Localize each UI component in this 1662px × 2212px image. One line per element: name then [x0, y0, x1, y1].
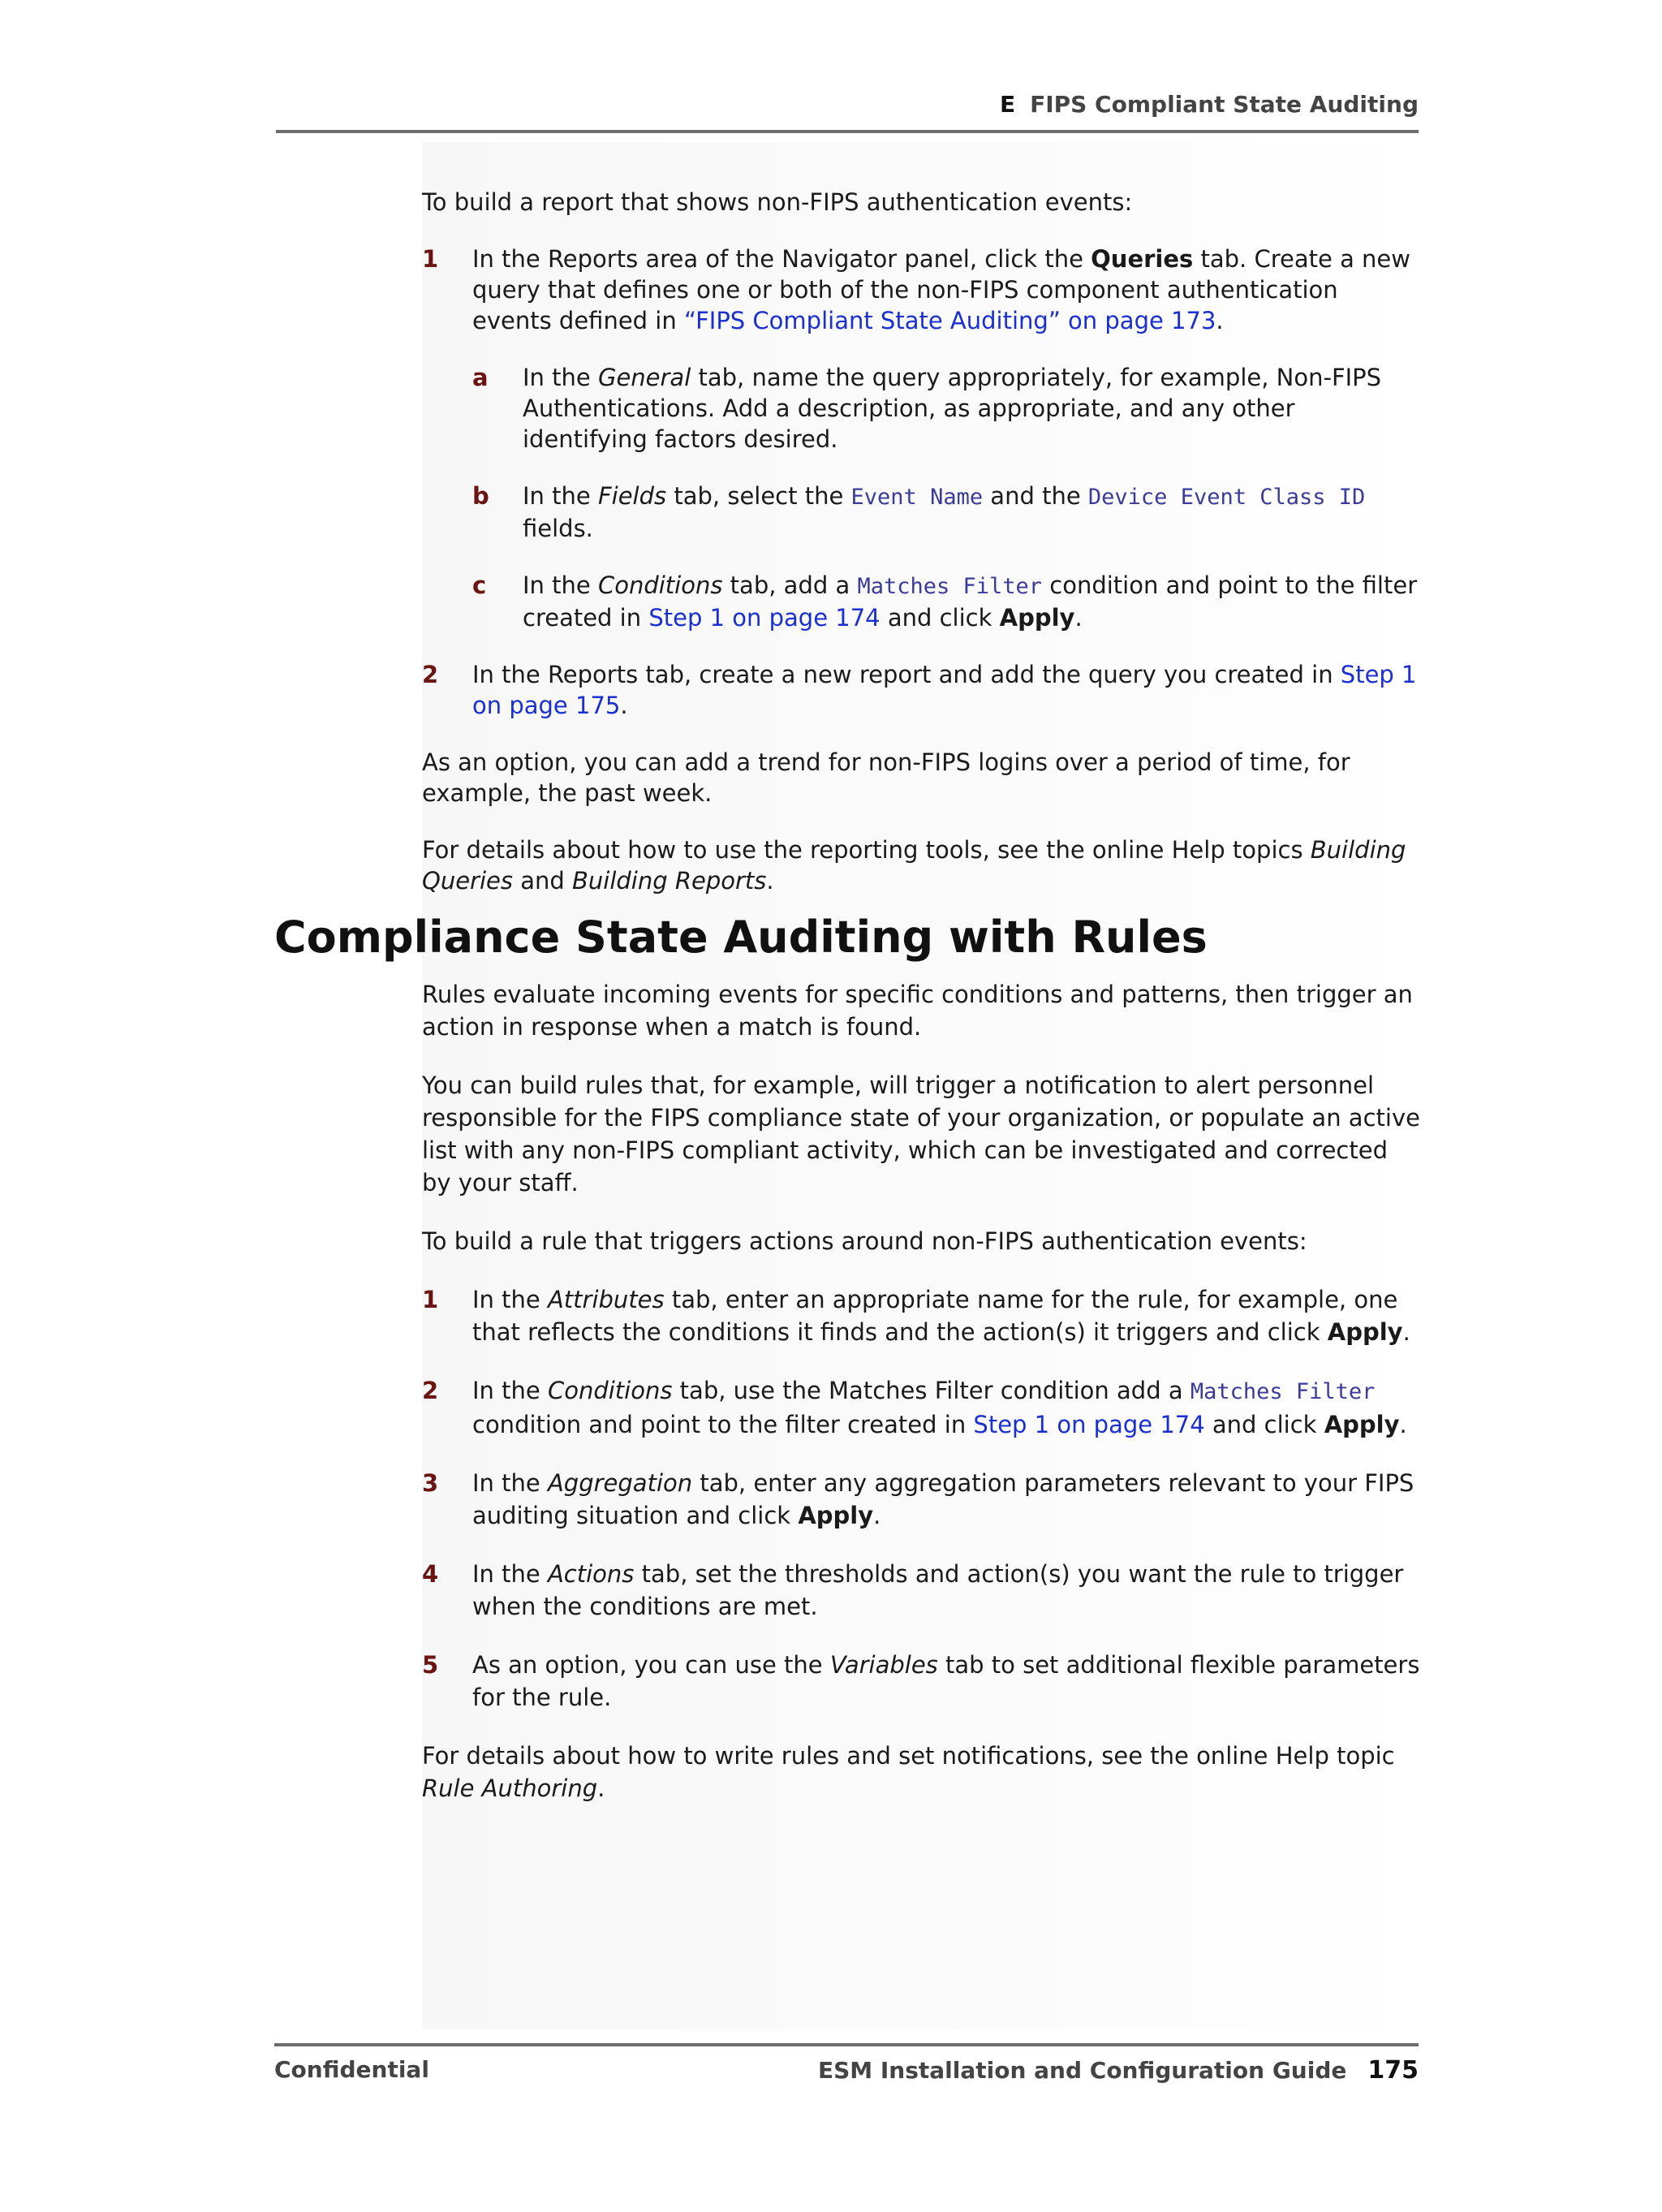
- footer-guide-title: ESM Installation and Configuration Guide: [817, 2057, 1347, 2084]
- step-text: and the: [983, 482, 1088, 510]
- apply-label: Apply: [1324, 1411, 1400, 1438]
- section-heading: Compliance State Auditing with Rules: [274, 912, 1208, 963]
- rule-step-5: [422, 1649, 1420, 1714]
- queries-tab-label: Queries: [1091, 245, 1194, 273]
- step-text: tab. Create a new query that defines one or both of the non-FIPS component authentication events defined in: [472, 245, 1410, 334]
- report-section: [422, 187, 1420, 922]
- step-number: 2: [422, 661, 439, 688]
- rule-step-2: [422, 1374, 1420, 1441]
- step-text: In the Reports tab, create a new report and add the query you created in: [472, 661, 1341, 688]
- apply-label: Apply: [1327, 1318, 1403, 1346]
- step-text: In the: [523, 571, 598, 599]
- tab-name: Fields: [597, 482, 667, 510]
- step-text: .: [620, 692, 628, 719]
- footer-confidential: Confidential: [274, 2056, 429, 2083]
- tab-name: Variables: [829, 1651, 938, 1679]
- step-number: 1: [422, 245, 439, 273]
- details-paragraph: [422, 834, 1420, 896]
- footer-guide: [818, 2056, 1419, 2085]
- step-text: .: [1216, 307, 1224, 334]
- xref-link[interactable]: Step 1 on page 174: [973, 1411, 1205, 1438]
- tab-name: Aggregation: [547, 1469, 693, 1497]
- report-substep-a: [422, 362, 1420, 455]
- step-text: .: [1399, 1411, 1407, 1438]
- report-step-1: [422, 244, 1420, 336]
- header-title: FIPS Compliant State Auditing: [1030, 91, 1419, 118]
- step-text: In the: [523, 364, 598, 391]
- substep-letter: b: [472, 482, 489, 510]
- substep-letter: a: [472, 364, 489, 391]
- step-number: 1: [422, 1286, 439, 1313]
- step-text: In the: [472, 1377, 548, 1404]
- help-topic: Rule Authoring: [422, 1774, 598, 1802]
- rules-paragraph-2: You can build rules that, for example, will trigger a notification to alert personnel responsible for the FIPS compliance state of your organization, or populate an active list with any non-FIPS compliant activity, which can be investigated and corrected by your staff.: [422, 1072, 1420, 1197]
- rules-intro: To build a rule that triggers actions around non-FIPS authentication events:: [422, 1227, 1307, 1255]
- step-text: tab to set additional flexible parameters for the rule.: [472, 1651, 1420, 1711]
- step-text: tab, enter any aggregation parameters relevant to your FIPS auditing situation and click: [472, 1469, 1414, 1529]
- help-topic: Building Queries: [422, 836, 1406, 895]
- xref-link[interactable]: Step 1 on page 175: [472, 661, 1417, 719]
- step-text: In the Reports area of the Navigator panel, click the: [472, 245, 1091, 273]
- substep-letter: c: [472, 571, 487, 599]
- step-text: tab, add a: [722, 571, 858, 599]
- step-text: condition and point to the filter created in: [523, 571, 1418, 632]
- rules-paragraph-1: Rules evaluate incoming events for specific conditions and patterns, then trigger an action in response when a match is found.: [422, 981, 1413, 1041]
- step-text: tab, use the Matches Filter condition add a: [672, 1377, 1191, 1404]
- step-text: In the: [472, 1469, 548, 1497]
- tab-name: Actions: [547, 1560, 635, 1588]
- report-intro: To build a report that shows non-FIPS authentication events:: [422, 188, 1133, 216]
- apply-label: Apply: [798, 1502, 874, 1529]
- step-text: tab, enter an appropriate name for the rule, for example, one that reflects the conditions it finds and the action(s) it triggers and click: [472, 1286, 1398, 1346]
- running-header: [276, 91, 1419, 133]
- step-text: tab, set the thresholds and action(s) you want the rule to trigger when the conditions are met.: [472, 1560, 1404, 1620]
- para-text: For details about how to write rules and set notifications, see the online Help topic: [422, 1742, 1395, 1770]
- step-text: As an option, you can use the: [472, 1651, 830, 1679]
- report-substep-b: [422, 481, 1420, 544]
- help-topic: Building Reports: [571, 867, 767, 895]
- rule-step-3: [422, 1467, 1420, 1532]
- step-text: tab, name the query appropriately, for example, Non-FIPS Authentications. Add a description, as appropriate, and any other identifying factors desired.: [523, 364, 1382, 453]
- step-text: In the: [472, 1560, 548, 1588]
- field-name-code: Event Name: [850, 485, 984, 510]
- para-text: .: [597, 1774, 605, 1802]
- header-text: [1000, 91, 1419, 118]
- page-number: 175: [1367, 2056, 1419, 2085]
- step-number: 5: [422, 1651, 439, 1679]
- para-text: .: [766, 867, 774, 895]
- para-text: and: [512, 867, 572, 895]
- para-text: For details about how to use the reporting tools, see the online Help topics: [422, 836, 1311, 864]
- running-footer: [274, 2043, 1419, 2085]
- report-substep-c: [422, 570, 1420, 633]
- step-text: tab, select the: [666, 482, 851, 510]
- step-text: condition and point to the filter created in: [472, 1411, 974, 1438]
- rule-step-1: [422, 1283, 1420, 1348]
- step-text: .: [1074, 604, 1083, 632]
- rules-details-paragraph: [422, 1740, 1420, 1805]
- step-text: and click: [1204, 1411, 1324, 1438]
- xref-link[interactable]: Step 1 on page 174: [648, 604, 881, 632]
- step-number: 2: [422, 1377, 439, 1404]
- header-chapter: E: [999, 91, 1016, 118]
- field-name-code: Device Event Class ID: [1087, 485, 1366, 510]
- condition-code: Matches Filter: [1190, 1379, 1376, 1404]
- option-paragraph: As an option, you can add a trend for non-FIPS logins over a period of time, for example, the past week.: [422, 748, 1350, 807]
- step-text: In the: [472, 1286, 548, 1313]
- tab-name: Attributes: [547, 1286, 665, 1313]
- rule-step-4: [422, 1558, 1420, 1623]
- tab-name: Conditions: [597, 571, 723, 599]
- step-text: .: [1402, 1318, 1410, 1346]
- condition-code: Matches Filter: [857, 574, 1043, 599]
- tab-name: Conditions: [547, 1377, 673, 1404]
- step-text: In the: [523, 482, 598, 510]
- step-text: .: [873, 1502, 881, 1529]
- xref-link[interactable]: “FIPS Compliant State Auditing” on page 173: [683, 307, 1216, 334]
- step-number: 4: [422, 1560, 439, 1588]
- tab-name: General: [597, 364, 691, 391]
- report-step-2: [422, 659, 1420, 721]
- step-text: and click: [880, 604, 1000, 632]
- step-text: fields.: [523, 515, 593, 542]
- step-number: 3: [422, 1469, 439, 1497]
- apply-label: Apply: [999, 604, 1075, 632]
- rules-section: [422, 978, 1420, 1830]
